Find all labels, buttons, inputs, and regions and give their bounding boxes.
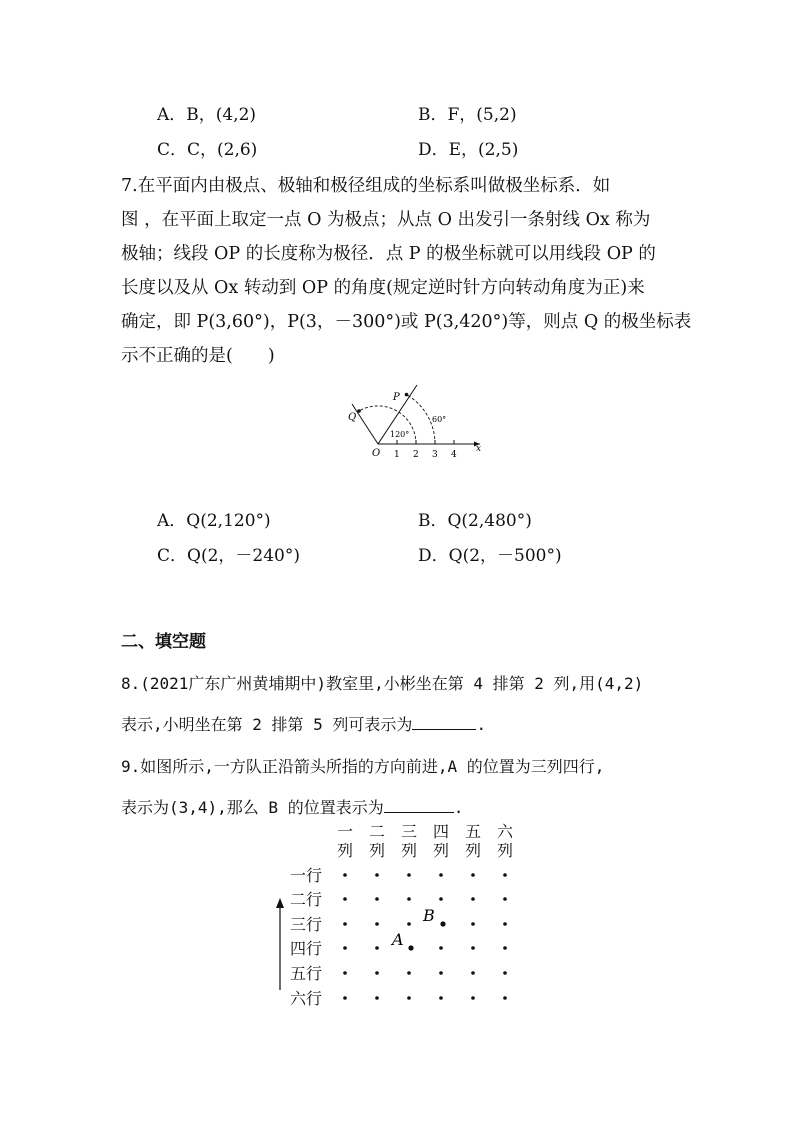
row-label-6: 六行 bbox=[290, 989, 323, 1008]
column-label-1-char-2: 列 bbox=[337, 841, 354, 860]
grid-dot bbox=[407, 996, 411, 1000]
q7-line-1: 7.在平面内由极点、极轴和极径组成的坐标系叫做极坐标系．如 bbox=[121, 176, 611, 196]
q8-answer-blank[interactable] bbox=[412, 715, 476, 730]
row-label-1: 一行 bbox=[290, 866, 323, 885]
row-label-2: 二行 bbox=[290, 890, 323, 909]
row-label-3: 三行 bbox=[290, 915, 323, 934]
column-label-3-char-2: 列 bbox=[401, 841, 418, 860]
grid-dot bbox=[407, 873, 411, 877]
grid-dot bbox=[471, 996, 475, 1000]
q7-line-6: 示不正确的是( ) bbox=[121, 346, 275, 366]
grid-dot bbox=[439, 996, 443, 1000]
grid-dot bbox=[407, 971, 411, 975]
label-q: Q bbox=[348, 412, 357, 423]
grid-dot bbox=[439, 897, 443, 901]
q8-line-2-end: . bbox=[476, 715, 487, 734]
q9-line-2 bbox=[121, 795, 463, 818]
q6-option-d: D．E，(2,5) bbox=[418, 140, 519, 160]
label-o: O bbox=[372, 448, 381, 459]
grid-dot bbox=[503, 897, 507, 901]
grid-dot bbox=[471, 971, 475, 975]
label-b: B bbox=[423, 906, 435, 925]
formation-grid-figure bbox=[265, 820, 535, 1020]
tick-1: 1 bbox=[394, 450, 400, 460]
q8-line-2 bbox=[121, 712, 486, 735]
grid-dot bbox=[375, 873, 379, 877]
q7-option-c: C．Q(2，－240°) bbox=[157, 546, 300, 566]
grid-dot bbox=[343, 946, 347, 950]
q8-line-1: 8.(2021广东广州黄埔期中)教室里,小彬坐在第 4 排第 2 列,用(4,2) bbox=[121, 674, 644, 693]
q7-line-3: 极轴；线段 OP 的长度称为极径．点 P 的极坐标就可以用线段 OP 的 bbox=[121, 244, 656, 264]
grid-dot bbox=[503, 946, 507, 950]
q9-line-2-text: 表示为(3,4),那么 B 的位置表示为 bbox=[121, 798, 384, 817]
grid-dot bbox=[375, 996, 379, 1000]
grid-dot bbox=[375, 946, 379, 950]
column-label-4-char-2: 列 bbox=[433, 841, 450, 860]
grid-dot bbox=[503, 873, 507, 877]
tick-2: 2 bbox=[413, 450, 419, 460]
grid-dot bbox=[503, 971, 507, 975]
q9-answer-blank[interactable] bbox=[384, 798, 454, 813]
column-label-2-char-2: 列 bbox=[369, 841, 386, 860]
tick-4: 4 bbox=[451, 450, 457, 460]
angle-60: 60° bbox=[432, 415, 447, 424]
grid-dot bbox=[343, 922, 347, 926]
grid-dot bbox=[343, 873, 347, 877]
point-b bbox=[440, 921, 445, 926]
column-label-6-char-1: 六 bbox=[497, 822, 514, 841]
q9-line-1: 9.如图所示,一方队正沿箭头所指的方向前进,A 的位置为三列四行, bbox=[121, 757, 605, 776]
grid-dot bbox=[471, 897, 475, 901]
grid-dot bbox=[343, 971, 347, 975]
column-label-5-char-2: 列 bbox=[465, 841, 482, 860]
q7-option-a: A．Q(2,120°) bbox=[157, 511, 271, 531]
grid-dot bbox=[407, 897, 411, 901]
grid-dot bbox=[343, 996, 347, 1000]
grid-dot bbox=[471, 873, 475, 877]
grid-dot bbox=[407, 922, 411, 926]
column-label-1-char-1: 一 bbox=[337, 822, 354, 841]
row-label-4: 四行 bbox=[290, 939, 323, 958]
tick-3: 3 bbox=[432, 450, 438, 460]
point-a bbox=[408, 945, 413, 950]
row-label-5: 五行 bbox=[290, 964, 323, 983]
column-label-6-char-2: 列 bbox=[497, 841, 514, 860]
grid-dot bbox=[375, 897, 379, 901]
grid-dot bbox=[439, 971, 443, 975]
q7-line-2: 图 ，在平面上取定一点 O 为极点；从点 O 出发引一条射线 Ox 称为 bbox=[121, 210, 651, 230]
polar-coordinate-figure bbox=[340, 382, 490, 462]
label-x: x bbox=[476, 444, 482, 454]
grid-dot bbox=[343, 897, 347, 901]
q8-line-2-text: 表示,小明坐在第 2 排第 5 列可表示为 bbox=[121, 715, 413, 734]
grid-dot bbox=[375, 922, 379, 926]
grid-dot bbox=[375, 971, 379, 975]
grid-dot bbox=[439, 946, 443, 950]
angle-120: 120° bbox=[390, 430, 410, 439]
q7-option-b: B．Q(2,480°) bbox=[418, 511, 532, 531]
q6-option-c: C．C，(2,6) bbox=[157, 140, 258, 160]
label-p: P bbox=[393, 392, 400, 403]
column-label-5-char-1: 五 bbox=[465, 822, 482, 841]
column-label-4-char-1: 四 bbox=[433, 822, 450, 841]
grid-dot bbox=[503, 996, 507, 1000]
label-a: A bbox=[392, 930, 404, 949]
grid-dot bbox=[503, 922, 507, 926]
column-label-2-char-1: 二 bbox=[369, 822, 386, 841]
q7-line-4: 长度以及从 Ox 转动到 OP 的角度(规定逆时针方向转动角度为正)来 bbox=[121, 278, 645, 298]
q6-option-b: B．F，(5,2) bbox=[418, 105, 517, 125]
q6-option-a: A．B，(4,2) bbox=[157, 105, 257, 125]
grid-dot bbox=[439, 873, 443, 877]
q9-line-2-end: . bbox=[453, 798, 464, 817]
grid-dot bbox=[471, 946, 475, 950]
section-title: 二、填空题 bbox=[121, 632, 206, 652]
grid-dot bbox=[471, 922, 475, 926]
column-label-3-char-1: 三 bbox=[401, 822, 418, 841]
q7-option-d: D．Q(2，－500°) bbox=[418, 546, 562, 566]
q7-line-5: 确定，即 P(3,60°)，P(3，－300°)或 P(3,420°)等，则点 Q 的极坐标表 bbox=[121, 312, 692, 332]
